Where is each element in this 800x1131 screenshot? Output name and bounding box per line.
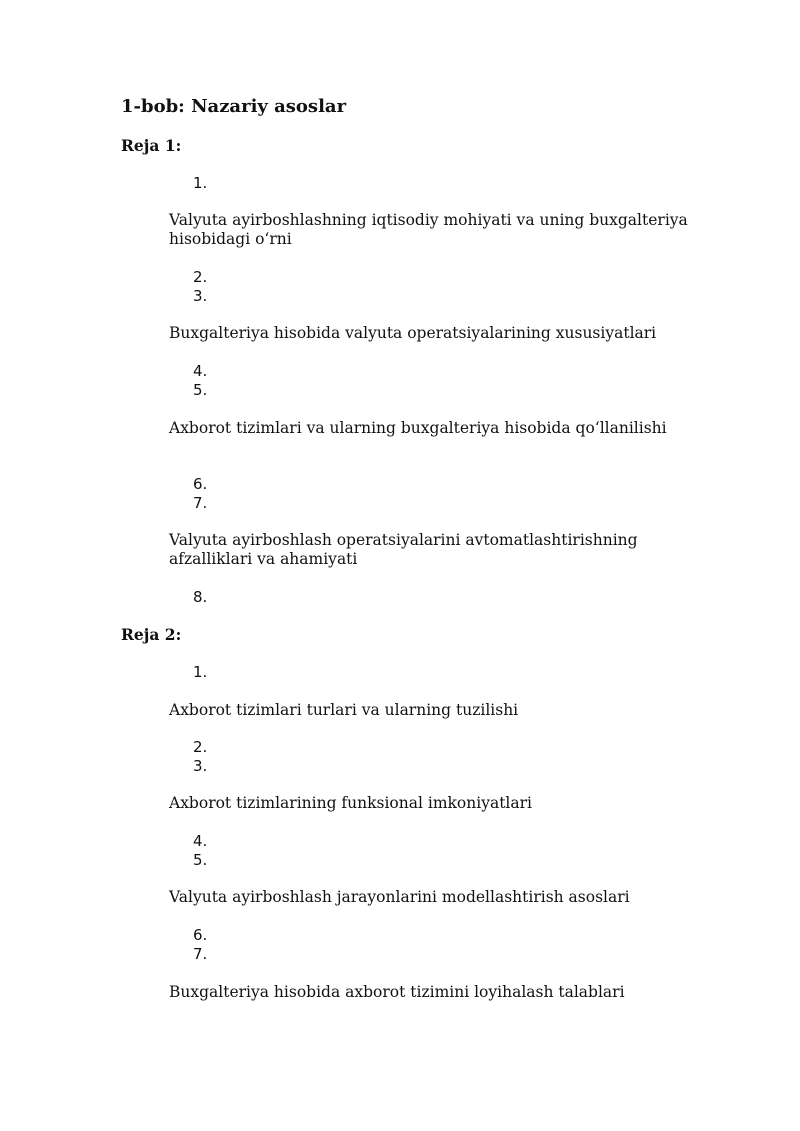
list-number: 4.: [193, 832, 208, 850]
list-number: 4.: [193, 362, 208, 380]
list-number: 1.: [193, 174, 208, 192]
plan-2-item-4-text: Buxgalteriya hisobida axborot tizimini loyihalash talablari: [169, 983, 625, 1001]
plan-1-item-4-text: Valyuta ayirboshlash operatsiyalarini avtomatlashtirishning afzalliklari va ahamiyati: [169, 531, 638, 568]
list-number: 1.: [193, 663, 208, 681]
list-number: 6.: [193, 926, 208, 944]
list-number: 6.: [193, 475, 208, 493]
plan-2-item-3-text: Valyuta ayirboshlash jarayonlarini modellashtirish asoslari: [169, 888, 630, 906]
list-number: 5.: [193, 851, 208, 869]
list-number: 5.: [193, 381, 208, 399]
plan-1-item-1-text: Valyuta ayirboshlashning iqtisodiy mohiyati va uning buxgalteriya hisobidagi o‘rni: [169, 211, 688, 248]
list-number: 7.: [193, 494, 208, 512]
list-number: 3.: [193, 757, 208, 775]
list-number: 2.: [193, 738, 208, 756]
plan-1-heading: Reja 1:: [121, 136, 182, 155]
plan-1-item-3-text: Axborot tizimlari va ularning buxgalteriya hisobida qo‘llanilishi: [169, 419, 667, 437]
plan-2-item-2-text: Axborot tizimlarining funksional imkoniyatlari: [169, 794, 532, 812]
list-number: 7.: [193, 945, 208, 963]
list-number: 3.: [193, 287, 208, 305]
plan-1-item-2-text: Buxgalteriya hisobida valyuta operatsiyalarining xususiyatlari: [169, 324, 657, 342]
plan-2-item-1-text: Axborot tizimlari turlari va ularning tuzilishi: [169, 701, 519, 719]
plan-2-heading: Reja 2:: [121, 625, 182, 644]
list-number: 8.: [193, 588, 208, 606]
list-number: 2.: [193, 268, 208, 286]
chapter-title: 1-bob: Nazariy asoslar: [121, 96, 347, 117]
